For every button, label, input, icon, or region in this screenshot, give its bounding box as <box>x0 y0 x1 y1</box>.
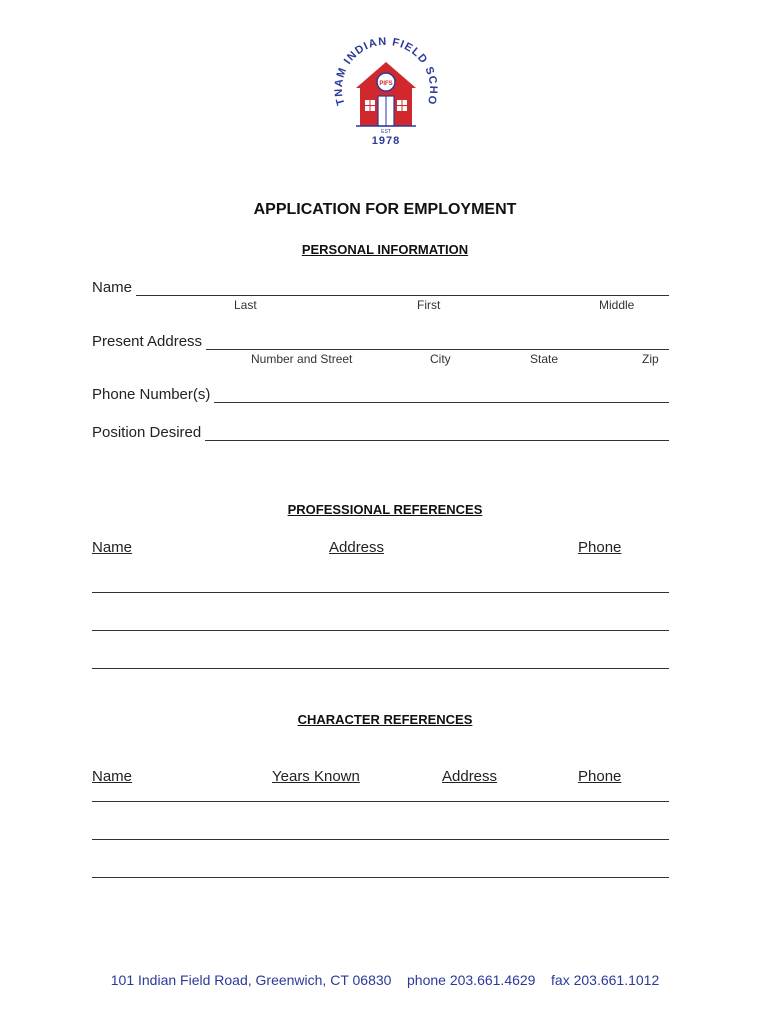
address-field[interactable] <box>92 333 669 350</box>
prof-ref-line-2[interactable] <box>92 630 669 631</box>
char-ref-line-1[interactable] <box>92 801 669 802</box>
school-logo <box>326 30 446 150</box>
footer-contact: 101 Indian Field Road, Greenwich, CT 06830 phone 203.661.4629 fax 203.661.1012 <box>110 972 660 988</box>
prof-col-phone: Phone <box>578 539 622 556</box>
position-label: Position Desired <box>92 424 202 441</box>
char-col-address: Address <box>442 768 498 785</box>
phone-label: Phone Number(s) <box>92 386 211 403</box>
prof-col-address: Address <box>329 539 385 556</box>
logo-badge: PIFS <box>379 81 393 87</box>
name-sub-last: Last <box>234 298 257 312</box>
position-input-line[interactable] <box>205 426 669 441</box>
character-references-heading: CHARACTER REFERENCES <box>297 712 473 727</box>
address-label: Present Address <box>92 333 203 350</box>
prof-ref-line-1[interactable] <box>92 592 669 593</box>
char-col-name: Name <box>92 768 133 785</box>
name-sub-first: First <box>417 298 441 312</box>
logo-est: EST <box>381 129 391 135</box>
address-sub-zip: Zip <box>642 352 659 366</box>
char-ref-line-3[interactable] <box>92 877 669 878</box>
name-sub-middle: Middle <box>599 298 635 312</box>
position-field[interactable] <box>92 424 669 441</box>
phone-field[interactable] <box>92 386 669 403</box>
name-input-line[interactable] <box>136 281 669 296</box>
name-label: Name <box>92 279 133 296</box>
professional-references-heading: PROFESSIONAL REFERENCES <box>287 502 483 517</box>
logo-year: 1978 <box>371 135 401 147</box>
address-sub-state: State <box>530 352 559 366</box>
prof-ref-line-3[interactable] <box>92 668 669 669</box>
logo-ring-text: TNAM INDIAN FIELD SCHO <box>332 35 440 107</box>
phone-input-line[interactable] <box>214 388 669 403</box>
personal-info-heading: PERSONAL INFORMATION <box>301 242 469 257</box>
address-input-line[interactable] <box>206 335 669 350</box>
name-field[interactable] <box>92 279 669 296</box>
address-sub-city: City <box>430 352 451 366</box>
char-col-years-known: Years Known <box>272 768 360 785</box>
prof-col-name: Name <box>92 539 133 556</box>
page-title: APPLICATION FOR EMPLOYMENT <box>253 201 517 218</box>
address-sub-street: Number and Street <box>251 352 353 366</box>
char-ref-line-2[interactable] <box>92 839 669 840</box>
char-col-phone: Phone <box>578 768 622 785</box>
